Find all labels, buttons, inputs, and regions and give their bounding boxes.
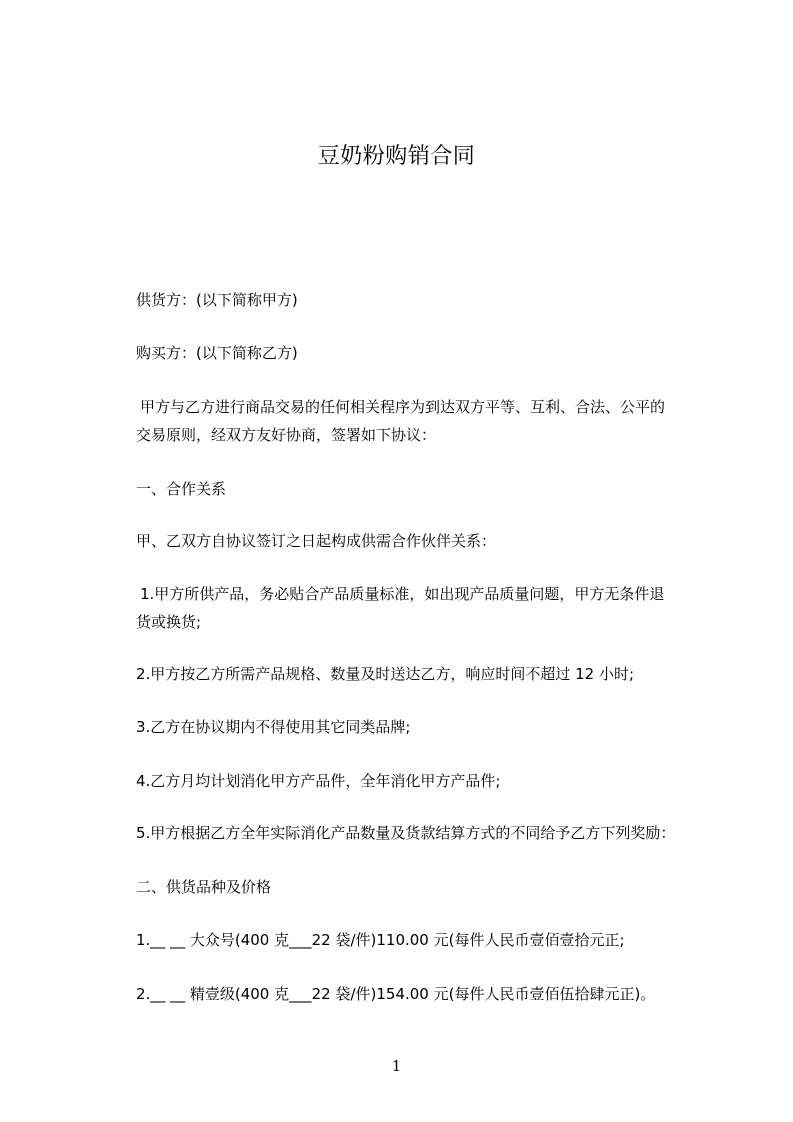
- item-5: 5.甲方根据乙方全年实际消化产品数量及货款结算方式的不同给予乙方下列奖励：: [136, 824, 676, 842]
- item-1-line-1: 1.甲方所供产品，务必贴合产品质量标准，如出现产品质量问题，甲方无条件退: [140, 585, 665, 603]
- section-1-lead: 甲、乙双方自协议签订之日起构成供需合作伙伴关系：: [136, 532, 497, 550]
- page-number: 1: [391, 1057, 402, 1075]
- buyer-line: 购买方：(以下简称乙方): [136, 344, 298, 362]
- section-1-heading: 一、合作关系: [136, 480, 227, 498]
- item-4: 4.乙方月均计划消化甲方产品件，全年消化甲方产品件;: [136, 772, 501, 790]
- item-2: 2.甲方按乙方所需产品规格、数量及时送达乙方，响应时间不超过 12 小时;: [136, 665, 634, 683]
- intro-line-1: 甲方与乙方进行商品交易的任何相关程序为到达双方平等、互利、合法、公平的: [140, 398, 666, 416]
- section-2-heading: 二、供货品种及价格: [136, 878, 272, 896]
- document-title: 豆奶粉购销合同: [317, 144, 476, 169]
- item-3: 3.乙方在协议期内不得使用其它同类品牌;: [136, 718, 411, 736]
- item-1-line-2: 货或换货;: [136, 613, 202, 631]
- supplier-line: 供货方：(以下简称甲方): [136, 291, 298, 309]
- price-item-1: 1.__ __ 大众号(400 克___22 袋/件)110.00 元(每件人民币壹佰壹拾元正;: [136, 931, 625, 949]
- intro-line-2: 交易原则，经双方友好协商，签署如下协议：: [136, 426, 437, 444]
- price-item-2: 2.__ __ 精壹级(400 克___22 袋/件)154.00 元(每件人民币壹佰伍拾肆元正)。: [136, 985, 656, 1003]
